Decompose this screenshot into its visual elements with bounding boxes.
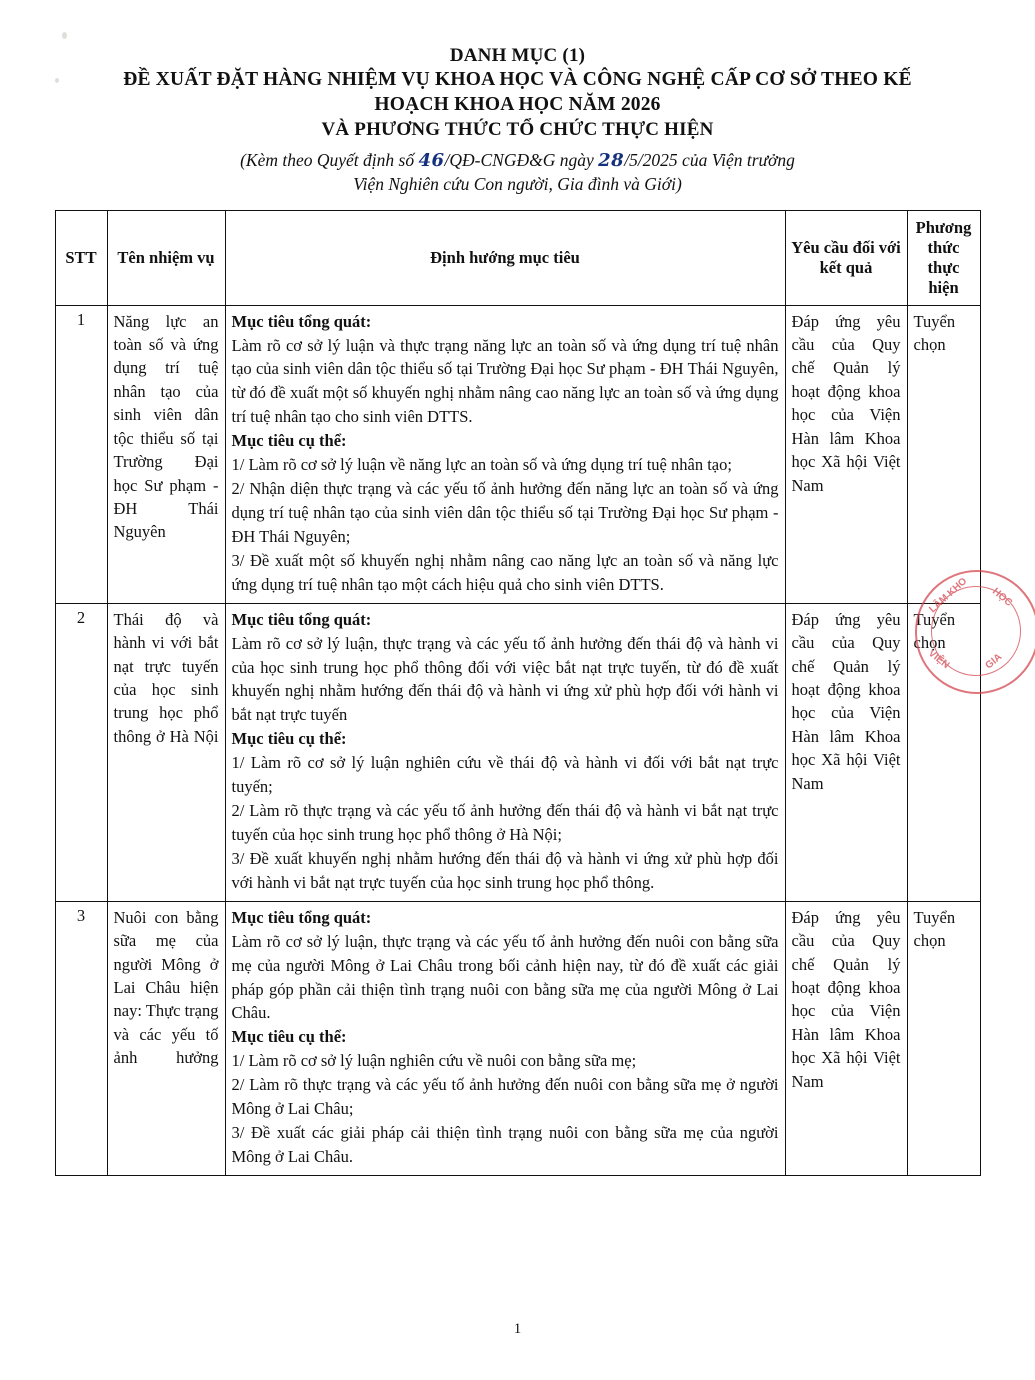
row-index: 2 [55,603,107,901]
column-header-requirement: Yêu cầu đối với kết quả [785,211,907,305]
subtitle-prefix: (Kèm theo Quyết định số [240,149,415,170]
goal-overall-text: Làm rõ cơ sở lý luận và thực trạng năng lực an toàn số và ứng dụng trí tuệ nhân tạo của sinh viên dân tộc thiểu số tại Trường Đại học Sư phạm - ĐH Thái Nguyên, từ đó đề xuất một số khuyến nghị nhằm nâng cao năng lực an toàn số và ứng dụng trí tuệ nhân tạo cho sinh viên DTTS. [231,335,779,427]
document-title-line-2: ĐỀ XUẤT ĐẶT HÀNG NHIỆM VỤ KHOA HỌC VÀ CÔNG NGHỆ CẤP CƠ SỞ THEO KẾ [123,69,912,91]
goal-specific-3: 3/ Đề xuất khuyến nghị nhằm hướng đến thái độ và hành vi ứng xử phù hợp đối với hành vi bắt nạt trực tuyến của học sinh trung học phổ thông. [231,848,779,892]
subtitle-line-2: Viện Nghiên cứu Con người, Gia đình và Giới) [353,173,682,194]
goal-specific-1: 1/ Làm rõ cơ sở lý luận nghiên cứu về thái độ và hành vi đối với bắt nạt trực tuyến; [231,753,779,797]
task-requirement: Đáp ứng yêu cầu của Quy chế Quản lý hoạt động khoa học của Viện Hàn lâm Khoa học Xã hội Việt Nam [785,901,907,1175]
document-title-line-4: VÀ PHƯƠNG THỨC TỔ CHỨC THỰC HIỆN [321,119,714,141]
goal-specific-label: Mục tiêu cụ thể: [231,431,347,451]
task-goal [225,305,785,603]
document-title-line-1: DANH MỤC (1) [449,45,586,66]
goal-overall-text: Làm rõ cơ sở lý luận, thực trạng và các yếu tố ảnh hưởng đến nuôi con bằng sữa mẹ của người Mông ở Lai Châu trong bối cảnh hiện nay, từ đó đề xuất các giải pháp góp phần cải thiện tình trạng nuôi con bằng sữa mẹ của người Mông ở Lai Châu. [231,931,779,1023]
page-number: 1 [513,1321,522,1337]
seal-text-4: GIA [983,651,1005,672]
column-header-mode: Phương thức thực hiện [907,211,980,305]
goal-overall-label: Mục tiêu tổng quát: [231,311,372,331]
table-row [55,603,980,901]
scan-speck [62,32,67,39]
subtitle-middle: /QĐ-CNGĐ&G ngày [444,149,594,170]
task-requirement: Đáp ứng yêu cầu của Quy chế Quản lý hoạt động khoa học của Viện Hàn lâm Khoa học Xã hội Việt Nam [785,603,907,901]
table-body [55,305,980,1175]
goal-specific-3: 3/ Đề xuất một số khuyến nghị nhằm nâng cao năng lực an toàn số và năng lực ứng dụng trí tuệ nhân tạo một cách hiệu quả cho sinh viên DTTS. [231,550,779,594]
task-mode: Tuyển chọn [907,901,980,1175]
goal-specific-label: Mục tiêu cụ thể: [231,1027,347,1047]
task-name: Năng lực an toàn số và ứng dụng trí tuệ nhân tạo của sinh viên dân tộc thiểu số tại Trường Đại học Sư phạm - ĐH Thái Nguyên [107,305,225,603]
decision-number-handwritten: 46 [418,149,445,171]
row-index: 3 [55,901,107,1175]
seal-text-2: HỌC [990,586,1015,609]
column-header-goal: Định hướng mục tiêu [225,211,785,305]
scan-speck [55,78,59,83]
tasks-table [55,210,981,1175]
goal-overall-label: Mục tiêu tổng quát: [231,609,372,629]
document-title-line-3: HOẠCH KHOA HỌC NĂM 2026 [374,94,661,116]
goal-specific-label: Mục tiêu cụ thể: [231,729,347,749]
goal-specific-2: 2/ Làm rõ thực trạng và các yếu tố ảnh hưởng đến thái độ và hành vi bắt nạt trực tuyến của học sinh trung học phổ thông ở Hà Nội; [231,801,779,844]
table-header-row [55,211,980,305]
task-goal [225,901,785,1175]
task-requirement: Đáp ứng yêu cầu của Quy chế Quản lý hoạt động khoa học của Viện Hàn lâm Khoa học Xã hội Việt Nam [785,305,907,603]
row-index: 1 [55,305,107,603]
task-goal [225,603,785,901]
column-header-name: Tên nhiệm vụ [107,211,225,305]
goal-specific-2: 2/ Nhận diện thực trạng và các yếu tố ảnh hưởng đến năng lực an toàn số và ứng dụng trí tuệ nhân tạo của sinh viên dân tộc thiểu số tại Trường Đại học Sư phạm - ĐH Thái Nguyên; [231,479,779,546]
task-mode: Tuyển chọn [907,305,980,603]
seal-text-3: VIỆN [926,647,952,672]
goal-specific-3: 3/ Đề xuất các giải pháp cải thiện tình trạng nuôi con bằng sữa mẹ của người Mông ở Lai Châu. [231,1123,779,1166]
goal-overall-label: Mục tiêu tổng quát: [231,907,372,927]
table-row [55,901,980,1175]
seal-text-1: LÂM KHO [927,575,970,616]
goal-overall-text: Làm rõ cơ sở lý luận, thực trạng và các yếu tố ảnh hưởng đến thái độ và hành vi của học sinh trung học phổ thông đối với việc bắt nạt trực tuyến, từ đó đề xuất khuyến nghị nhằm hướng đến thái độ và hành vi ứng xử phù hợp đối với hành vi bắt nạt trực tuyến [231,633,779,725]
decision-day-handwritten: 28 [598,149,625,171]
task-mode: Tuyển chọn [907,603,980,901]
table-row [55,305,980,603]
goal-specific-2: 2/ Làm rõ thực trạng và các yếu tố ảnh hưởng đến nuôi con bằng sữa mẹ ở người Mông ở Lai Châu; [231,1075,779,1119]
column-header-stt: STT [55,211,107,305]
task-name: Thái độ và hành vi với bắt nạt trực tuyến của học sinh trung học phổ thông ở Hà Nội [107,603,225,901]
subtitle-suffix: /5/2025 của Viện trưởng [624,149,795,170]
goal-specific-1: 1/ Làm rõ cơ sở lý luận về năng lực an toàn số và ứng dụng trí tuệ nhân tạo; [231,455,732,475]
task-name: Nuôi con bằng sữa mẹ của người Mông ở Lai Châu hiện nay: Thực trạng và các yếu tố ảnh hưởng [107,901,225,1175]
goal-specific-1: 1/ Làm rõ cơ sở lý luận nghiên cứu về nuôi con bằng sữa mẹ; [231,1051,637,1071]
document-header [52,44,983,196]
document-subtitle [52,149,983,197]
